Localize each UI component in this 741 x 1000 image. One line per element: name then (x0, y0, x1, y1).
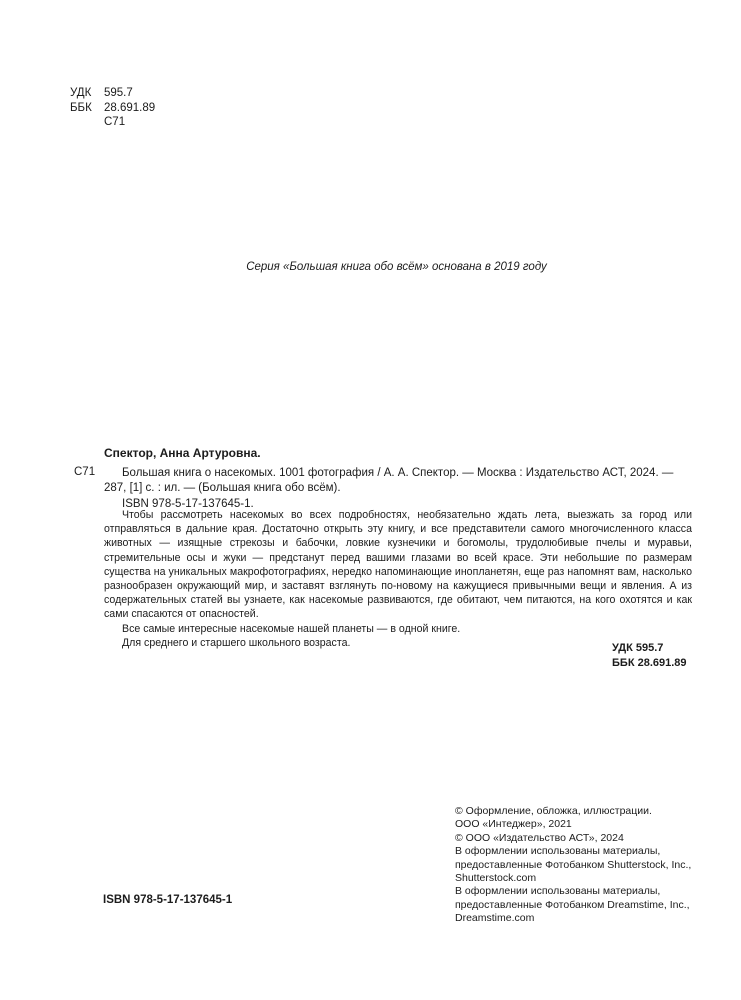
annotation-paragraph: Все самые интересные насекомые нашей планеты — в одной книге. (122, 622, 461, 635)
copyright-line: предоставленные Фотобанком Dreamstime, Inc., (455, 898, 690, 911)
udk-code: УДК 595.7 (612, 642, 664, 654)
isbn-bottom: ISBN 978-5-17-137645-1 (103, 894, 233, 906)
copyright-line: В оформлении использованы материалы, (455, 845, 661, 858)
bbk-label: ББК (70, 101, 92, 114)
author-mark-left: С71 (74, 466, 96, 478)
author-heading: Спектор, Анна Артуровна. (104, 446, 261, 460)
copyright-line: © Оформление, обложка, иллюстрации. (455, 805, 652, 817)
udk-label: УДК (70, 87, 92, 99)
bbk-value: 28.691.89 (104, 101, 156, 114)
annotation-paragraph: Для среднего и старшего школьного возраста. (122, 636, 351, 649)
copyright-line: В оформлении использованы материалы, (455, 885, 661, 898)
annotation (104, 508, 692, 650)
udk-value: 595.7 (104, 87, 133, 99)
copyright-line: Shutterstock.com (455, 872, 537, 885)
copyright-line: предоставленные Фотобанком Shutterstock, Inc., (455, 858, 692, 871)
library-codes-block (70, 86, 155, 130)
copyright-block (455, 805, 715, 926)
author-mark: С71 (104, 116, 126, 128)
title-line: Большая книга о насекомых. 1001 фотография / А. А. Спектор. — Москва : Издательство АСТ, 2024. — 287, [1] с. : ил. — (Большая книга обо всём). (104, 467, 674, 494)
bbk-code: ББК 28.691.89 (612, 657, 687, 669)
annotation-paragraph: Чтобы рассмотреть насекомых во всех подробностях, необязательно ждать лета, выезжать за город или отправляться в дальние края. Достаточно открыть эту книгу, и все представители самого многочисленного класса животных — изящные стрекозы и бабочки, ловкие кузнечики и богомолы, трудолюбивые пчелы и муравьи, стремительные осы и жуки — предстанут перед вашими глазами во всей красе. Эти небольшие по размерам существа на уникальных макрофотографиях, нередко напоминающие инопланетян, еще раз напомнят вам, насколько разнообразен окружающий мир, и заставят взглянуть по-новому на кажущиеся привычными вещи и явления. А из содержательных статей вы узнаете, как насекомые развиваются, где обитают, чем питаются, на кого охотятся и как сами спасаются от опасностей. (104, 509, 692, 621)
copyright-line: © ООО «Издательство АСТ», 2024 (455, 831, 624, 844)
copyright-line: ООО «Интеджер», 2021 (455, 818, 572, 831)
copyright-line: Dreamstime.com (455, 912, 535, 925)
isbn-line: ISBN 978-5-17-137645-1. (122, 498, 254, 510)
bibliographic-description (104, 466, 692, 496)
codes-right (612, 641, 687, 671)
series-note: Серия «Большая книга обо всём» основана в 2019 году (246, 261, 547, 273)
